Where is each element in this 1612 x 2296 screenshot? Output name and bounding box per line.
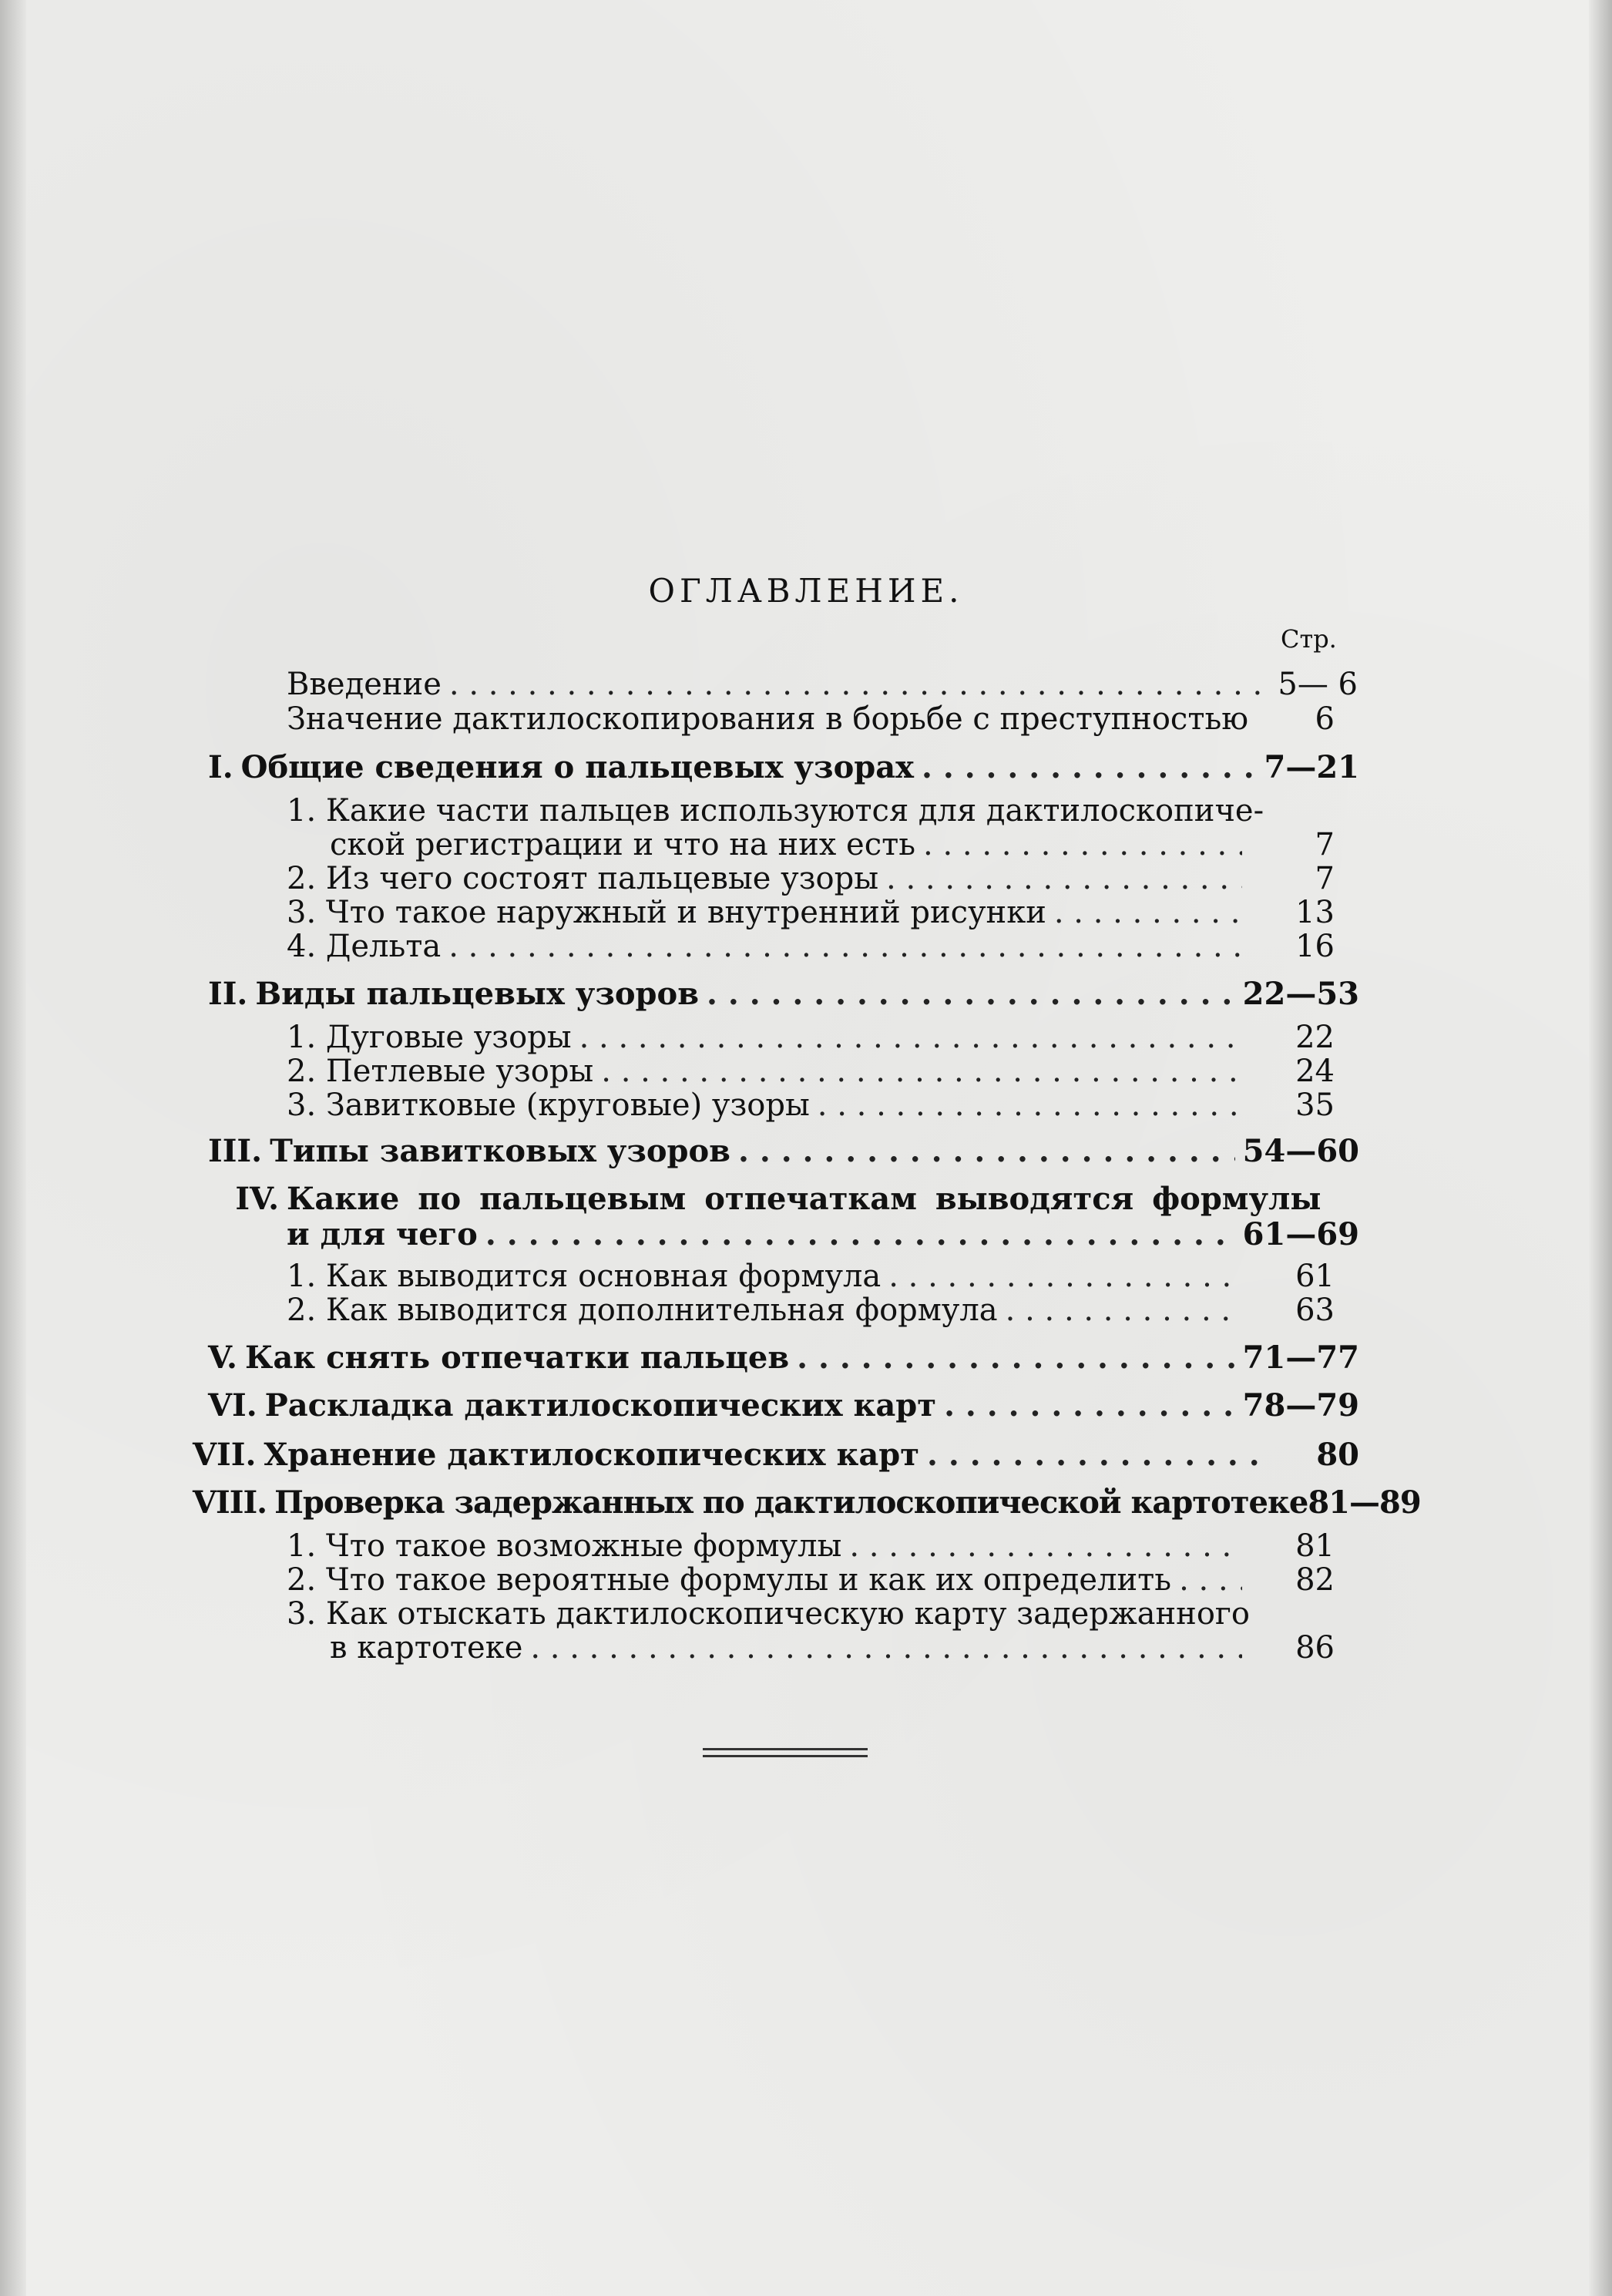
toc-entry — [287, 1597, 1335, 1631]
toc-entry-page: 5— 6 — [1278, 667, 1358, 702]
leader-dots — [601, 1054, 1242, 1088]
toc-entry-title: 3. Что такое наружный и внутренний рисунки — [287, 895, 1046, 930]
toc-entry-title: 1. Дуговые узоры — [287, 1020, 572, 1055]
leader-dots — [944, 1389, 1235, 1423]
toc-entry-title: Значение дактилоскопирования в борьбе с преступностью — [287, 701, 1249, 737]
toc-entry-title: Проверка задержанных по дактилоскопической картотеке — [274, 1484, 1308, 1521]
toc-entry-title: 3. Завитковые (круговые) узоры — [287, 1087, 810, 1123]
page-edge-left — [0, 0, 26, 2296]
closing-rule-top — [703, 1748, 868, 1750]
leader-dots — [886, 862, 1242, 896]
toc-entry-title: 2. Как выводится дополнительная формула — [287, 1293, 998, 1328]
toc-entry-title: 2. Что такое вероятные формулы и как их определить — [287, 1562, 1172, 1598]
toc-entry-page: 13 — [1295, 895, 1335, 930]
toc-entry-title: 1. Как выводится основная формула — [287, 1259, 882, 1294]
toc-entry-title: 2. Из чего состоят пальцевые узоры — [287, 861, 879, 896]
toc-chapter-3 — [208, 1135, 1359, 1168]
toc-entry-title: ской регистрации и что на них есть — [330, 827, 916, 862]
toc-entry — [330, 1631, 1335, 1665]
leader-dots — [888, 1259, 1242, 1293]
chapter-number: II. — [208, 976, 248, 1012]
leader-dots — [448, 929, 1242, 963]
toc-entry-title: 4. Дельта — [287, 929, 442, 964]
leader-dots — [797, 1341, 1235, 1375]
toc-entry-page: 63 — [1295, 1293, 1335, 1328]
leader-dots — [738, 1135, 1235, 1168]
toc-entry-page: 78—79 — [1242, 1387, 1359, 1424]
chapter-number: VIII. — [193, 1484, 267, 1521]
toc-entry-title: Виды пальцевых узоров — [255, 976, 699, 1012]
chapter-number: I. — [208, 749, 233, 785]
toc-entry — [287, 1020, 1335, 1054]
leader-dots — [818, 1088, 1242, 1122]
toc-entry-title: и для чего — [287, 1216, 478, 1252]
toc-entry-title: 1. Какие части пальцев используются для дактилоскопиче- — [287, 793, 1264, 829]
toc-entry-page: 7 — [1315, 827, 1335, 862]
toc-chapter-6 — [208, 1389, 1359, 1423]
toc-entry — [287, 896, 1335, 929]
leader-dots — [1054, 896, 1242, 929]
toc-entry-title: 1. Что такое возможные формулы — [287, 1528, 842, 1564]
page-title: ОГЛАВЛЕНИЕ. — [648, 572, 964, 610]
toc-chapter-4-cont — [287, 1218, 1359, 1252]
toc-entry-title: Раскладка дактилоскопических карт — [264, 1387, 937, 1424]
toc-entry — [330, 828, 1335, 862]
page-edge-right — [1589, 0, 1612, 2296]
toc-entry-page: 86 — [1295, 1630, 1335, 1666]
leader-dots — [449, 667, 1265, 701]
toc-entry — [287, 1529, 1335, 1563]
toc-entry-page: 80 — [1316, 1437, 1359, 1473]
toc-chapter-8 — [193, 1484, 1421, 1521]
toc-entry-page: 71—77 — [1242, 1340, 1359, 1376]
leader-dots — [1179, 1563, 1242, 1597]
toc-entry-page: 61 — [1295, 1259, 1335, 1294]
toc-entry-title: Общие сведения о пальцевых узорах — [240, 749, 914, 785]
toc-entry — [287, 1259, 1335, 1293]
toc-chapter-4 — [208, 1182, 1359, 1216]
toc-entry-page: 22 — [1295, 1020, 1335, 1055]
toc-entry — [287, 1293, 1335, 1327]
leader-dots — [579, 1020, 1242, 1054]
chapter-number: IV. — [235, 1181, 279, 1217]
leader-dots — [707, 977, 1235, 1011]
toc-entry-page: 6 — [1315, 701, 1335, 737]
toc-entry-introduction — [287, 667, 1358, 701]
toc-entry-title: Типы завитковых узоров — [270, 1133, 730, 1169]
toc-chapter-2 — [208, 977, 1359, 1011]
toc-entry-page: 35 — [1295, 1087, 1335, 1123]
toc-entry-title: Как снять отпечатки пальцев — [244, 1340, 790, 1376]
toc-entry-page: 82 — [1295, 1562, 1335, 1598]
chapter-number: V. — [208, 1340, 237, 1376]
toc-entry — [287, 1054, 1335, 1088]
toc-entry-page: 7 — [1315, 861, 1335, 896]
toc-chapter-7 — [193, 1438, 1359, 1472]
toc-entry-title: в картотеке — [330, 1630, 523, 1666]
toc-entry-page: 22—53 — [1242, 976, 1359, 1012]
leader-dots — [849, 1529, 1242, 1563]
toc-entry-page: 81 — [1295, 1528, 1335, 1564]
toc-entry-page: 16 — [1295, 929, 1335, 964]
leader-dots — [530, 1631, 1242, 1665]
chapter-number: III. — [208, 1133, 263, 1169]
leader-dots — [923, 828, 1242, 862]
toc-chapter-1 — [208, 751, 1359, 785]
toc-entry-page: 81—89 — [1308, 1484, 1421, 1521]
toc-entry-title: Какие по пальцевым отпечаткам выводятся формулы — [287, 1181, 1322, 1217]
toc-entry — [287, 862, 1335, 896]
toc-entry-title: 2. Петлевые узоры — [287, 1054, 594, 1089]
toc-entry-title: 3. Как отыскать дактилоскопическую карту задержанного — [287, 1596, 1250, 1632]
leader-dots — [927, 1438, 1267, 1472]
toc-entry-page: 24 — [1295, 1054, 1335, 1089]
toc-entry-significance — [287, 702, 1335, 736]
leader-dots — [922, 751, 1257, 785]
toc-entry — [287, 929, 1335, 963]
toc-chapter-5 — [208, 1341, 1359, 1375]
chapter-number: VI. — [208, 1387, 257, 1424]
toc-entry-page: 61—69 — [1242, 1216, 1359, 1252]
toc-entry-page: 54—60 — [1242, 1133, 1359, 1169]
leader-dots — [1006, 1293, 1242, 1327]
toc-entry-title: Хранение дактилоскопических карт — [264, 1437, 919, 1473]
leader-dots — [485, 1218, 1235, 1252]
toc-entry — [287, 794, 1335, 828]
closing-rule-bottom — [703, 1755, 868, 1757]
toc-entry — [287, 1088, 1335, 1122]
toc-entry — [287, 1563, 1335, 1597]
toc-entry-title: Введение — [287, 667, 442, 702]
page-column-label: Стр. — [1281, 624, 1337, 654]
toc-entry-page: 7—21 — [1264, 749, 1359, 785]
chapter-number: VII. — [193, 1437, 257, 1473]
